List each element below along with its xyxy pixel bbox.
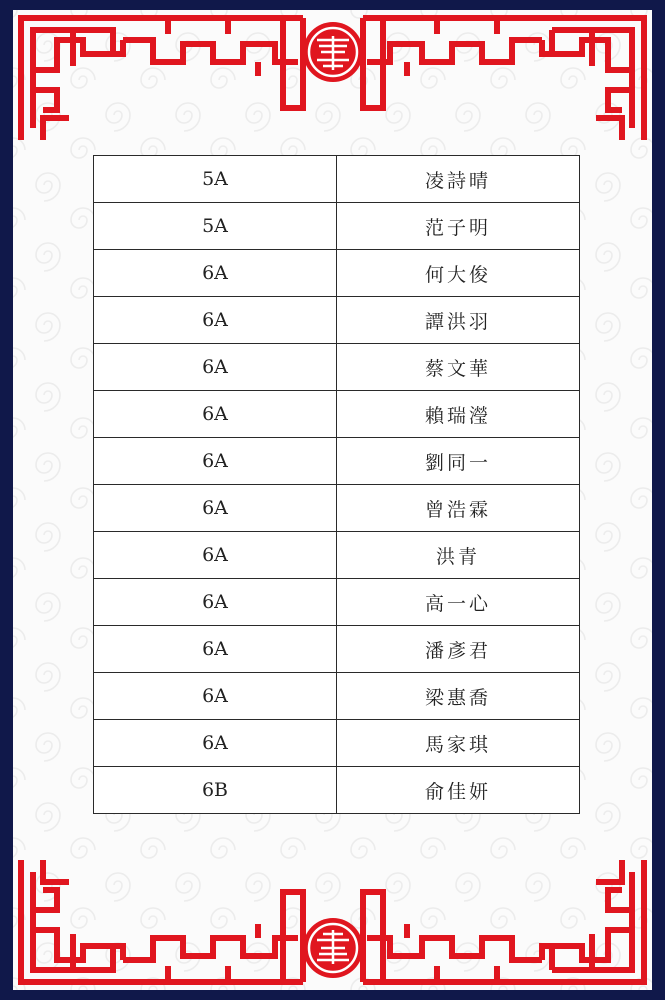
table-row bbox=[94, 344, 580, 391]
class-cell: 6A bbox=[94, 438, 337, 485]
student-name-cell: 馬家琪 bbox=[337, 720, 580, 767]
class-cell: 5A bbox=[94, 156, 337, 203]
bottom-medallion-icon bbox=[303, 918, 363, 978]
class-cell: 6A bbox=[94, 297, 337, 344]
table-row bbox=[94, 297, 580, 344]
top-medallion-icon bbox=[303, 22, 363, 82]
student-name-cell: 俞佳妍 bbox=[337, 767, 580, 814]
student-name-cell: 高一心 bbox=[337, 579, 580, 626]
bottom-lattice-border bbox=[13, 850, 652, 990]
student-name-cell: 曾浩霖 bbox=[337, 485, 580, 532]
class-cell: 6A bbox=[94, 579, 337, 626]
table-row bbox=[94, 391, 580, 438]
table-row bbox=[94, 485, 580, 532]
table-row bbox=[94, 156, 580, 203]
table-row bbox=[94, 767, 580, 814]
class-cell: 6A bbox=[94, 626, 337, 673]
class-cell: 6A bbox=[94, 720, 337, 767]
table-row bbox=[94, 579, 580, 626]
student-name-cell: 何大俊 bbox=[337, 250, 580, 297]
class-cell: 6A bbox=[94, 344, 337, 391]
class-cell: 6A bbox=[94, 391, 337, 438]
student-name-cell: 范子明 bbox=[337, 203, 580, 250]
table-row bbox=[94, 532, 580, 579]
table-row bbox=[94, 250, 580, 297]
table-row bbox=[94, 626, 580, 673]
class-cell: 6A bbox=[94, 673, 337, 720]
class-cell: 6A bbox=[94, 250, 337, 297]
student-name-cell: 洪青 bbox=[337, 532, 580, 579]
student-roster-table bbox=[93, 155, 580, 814]
student-name-cell: 梁惠喬 bbox=[337, 673, 580, 720]
table-row bbox=[94, 720, 580, 767]
student-name-cell: 潘彥君 bbox=[337, 626, 580, 673]
table-row bbox=[94, 203, 580, 250]
class-cell: 6B bbox=[94, 767, 337, 814]
top-lattice-border bbox=[13, 10, 652, 150]
student-name-cell: 賴瑞瀅 bbox=[337, 391, 580, 438]
table-row bbox=[94, 438, 580, 485]
student-name-cell: 譚洪羽 bbox=[337, 297, 580, 344]
student-name-cell: 劉同一 bbox=[337, 438, 580, 485]
student-name-cell: 凌詩晴 bbox=[337, 156, 580, 203]
student-name-cell: 蔡文華 bbox=[337, 344, 580, 391]
class-cell: 5A bbox=[94, 203, 337, 250]
table-row bbox=[94, 673, 580, 720]
class-cell: 6A bbox=[94, 532, 337, 579]
class-cell: 6A bbox=[94, 485, 337, 532]
paper-background bbox=[13, 10, 652, 990]
